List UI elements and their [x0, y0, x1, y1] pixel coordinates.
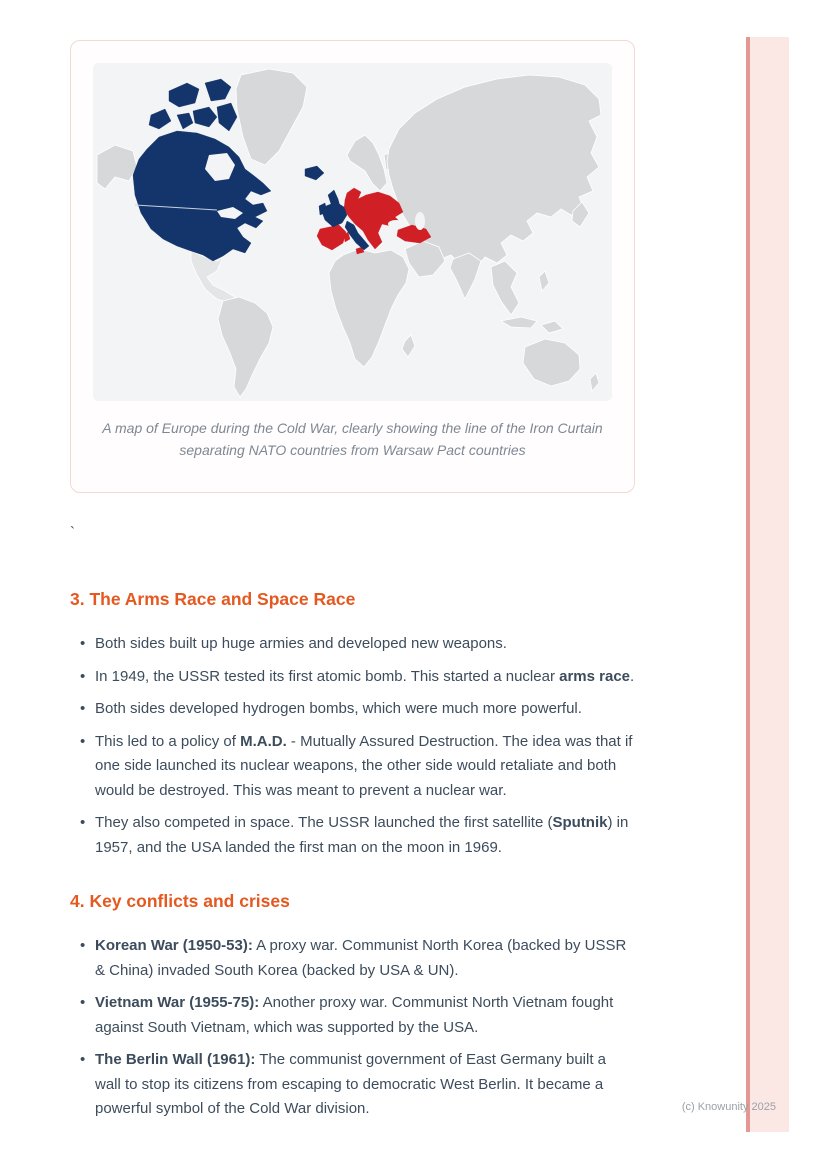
bullet-item: • Korean War (1950-53): A proxy war. Communist North Korea (backed by USSR & China) invaded South Korea (backed by USA & UN). [70, 934, 636, 983]
page-edge-stripe [746, 37, 789, 1132]
bullet-item: • This led to a policy of M.A.D. - Mutually Assured Destruction. The idea was that if one side launched its nuclear weapons, the other side would retaliate and both would be destroyed. This was meant to prevent a nuclear war. [70, 730, 636, 804]
figure-caption-line1: A map of Europe during the Cold War, clearly showing the line of the Iron Curtain [102, 420, 603, 436]
key-conflicts-bullet-list [70, 934, 636, 1122]
cold-war-map-image [93, 63, 612, 401]
bullet-item: • Both sides developed hydrogen bombs, which were much more powerful. [70, 697, 636, 722]
bullet-item: • Both sides built up huge armies and developed new weapons. [70, 632, 636, 657]
bullet-item: • Vietnam War (1955-75): Another proxy war. Communist North Vietnam fought against South Vietnam, which was supported by the USA. [70, 991, 636, 1040]
stray-backtick-char: ` [70, 524, 75, 541]
copyright-watermark: (c) Knowunity 2025 [681, 1101, 776, 1113]
arms-race-bullet-list [70, 632, 636, 860]
document-body [70, 588, 636, 1130]
world-map [93, 63, 612, 401]
figure-card [70, 40, 635, 493]
section-heading-arms-race: 3. The Arms Race and Space Race [70, 589, 356, 609]
bullet-item: • They also competed in space. The USSR launched the first satellite (Sputnik) in 1957, and the USA landed the first man on the moon in 1969. [70, 811, 636, 860]
figure-caption [93, 417, 612, 461]
figure-caption-line2: separating NATO countries from Warsaw Pact countries [179, 442, 526, 458]
section-heading-key-conflicts: 4. Key conflicts and crises [70, 891, 290, 911]
bullet-item: • The Berlin Wall (1961): The communist government of East Germany built a wall to stop its citizens from escaping to democratic West Berlin. It became a powerful symbol of the Cold War division. [70, 1048, 636, 1122]
bullet-item: • In 1949, the USSR tested its first atomic bomb. This started a nuclear arms race. [70, 665, 636, 690]
